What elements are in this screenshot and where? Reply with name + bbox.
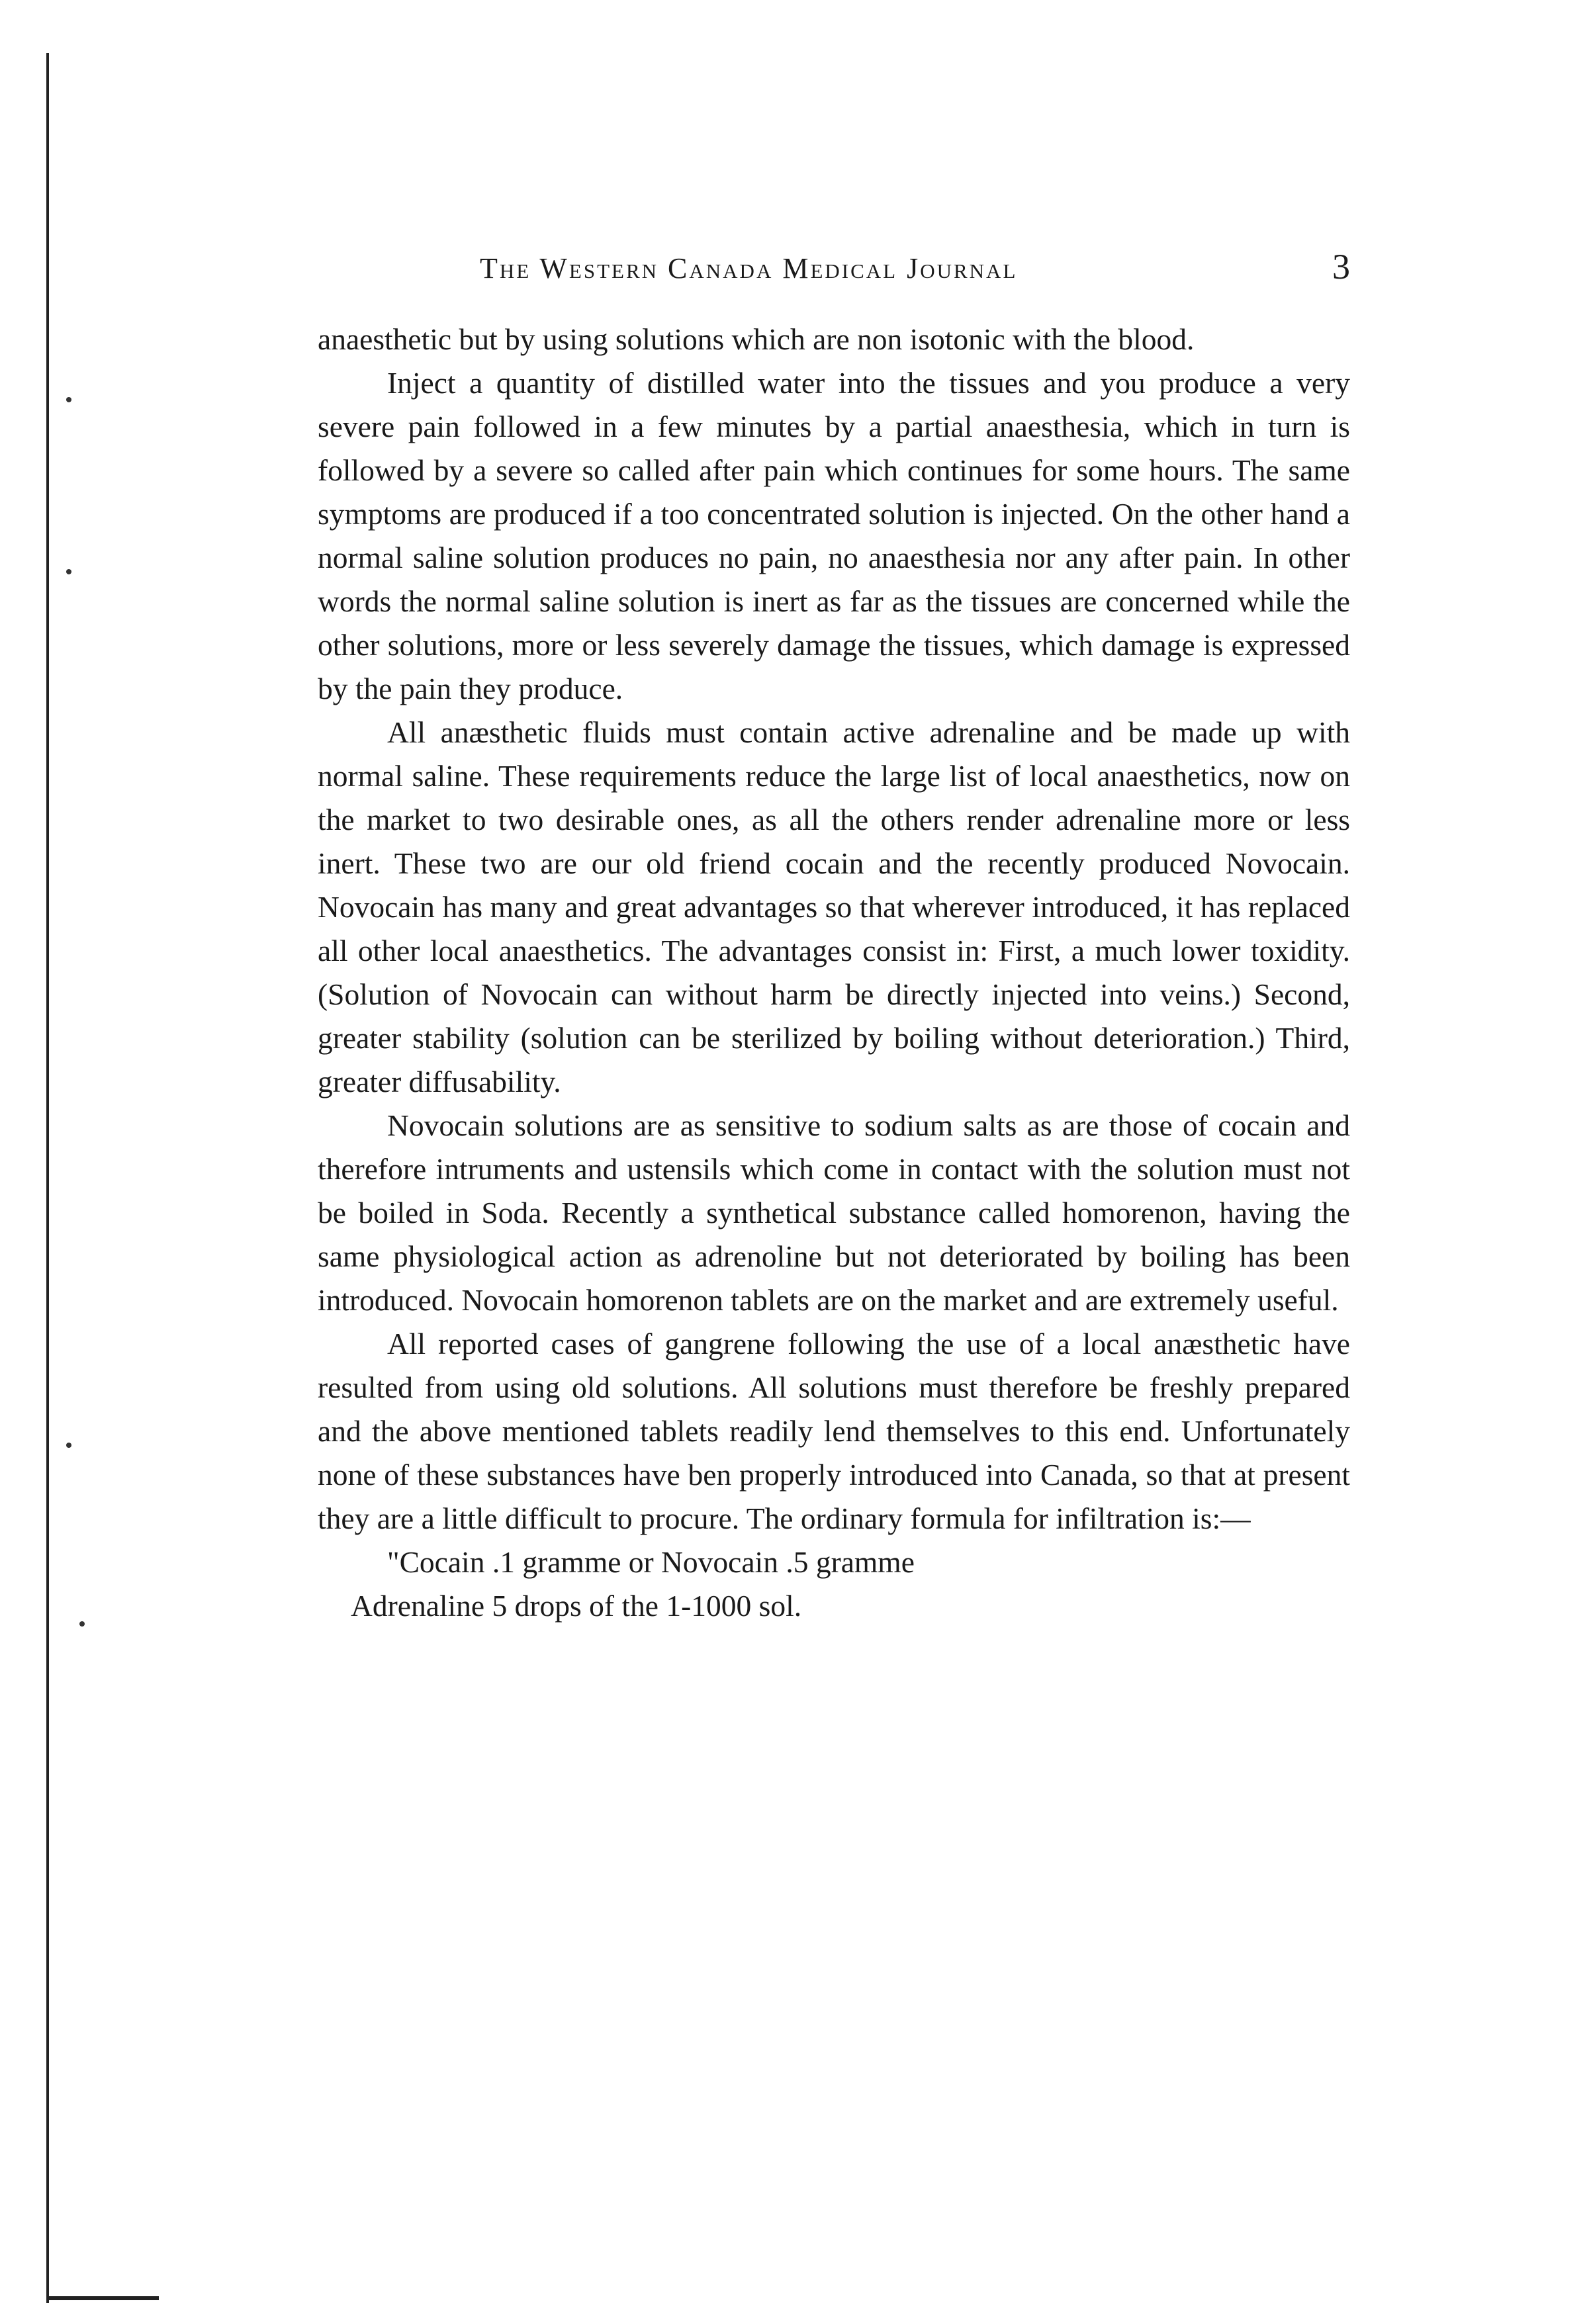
running-head <box>318 247 1350 291</box>
formula-line: Adrenaline 5 drops of the 1-1000 sol. <box>351 1589 802 1623</box>
page-number: 3 <box>1332 247 1350 287</box>
journal-title: The Western Canada Medical Journal <box>480 252 1018 285</box>
paragraph: Inject a quantity of distilled water into the tissues and you produce a very severe pain followed in a few minutes by a partial anaesthesia, which in turn is followed by a severe so called after pain which continues for some hours. The same symptoms are produced if a too concentrated solution is injected. On the other hand a normal saline solution produces no pain, no anaesthesia nor any after pain. In other words the normal saline solution is inert as far as the tissues are concerned while the other solutions, more or less severely damage the tissues, which damage is expressed by the pain they produce. <box>318 366 1350 705</box>
margin-speck <box>79 1621 85 1627</box>
infiltration-formula <box>318 1541 1350 1628</box>
paragraph-continuation: anaesthetic but by using solutions which are non isotonic with the blood. <box>318 322 1195 356</box>
journal-page <box>318 247 1350 1628</box>
margin-speck <box>66 397 71 402</box>
formula-line: "Cocain .1 gramme or Novocain .5 gramme <box>387 1545 915 1579</box>
paragraph: All anæsthetic fluids must contain active adrenaline and be made up with normal saline. These requirements reduce the large list of local anaesthetics, now on the market to two desirable ones, as all the others render adrenaline more or less inert. These two are our old friend cocain and the recently produced Novocain. Novocain has many and great advantages so that wherever introduced, it has replaced all other local anaesthetics. The advantages consist in: First, a much lower toxidity. (Solution of Novocain can without harm be directly injected into veins.) Second, greater stability (solution can be sterilized by boiling without deterioration.) Third, greater diffusability. <box>318 715 1350 1098</box>
paragraph: Novocain solutions are as sensitive to sodium salts as are those of cocain and therefore intruments and ustensils which come in contact with the solution must not be boiled in Soda. Recently a synthetical substance called homorenon, having the same physiological action as adrenoline but not deteriorated by boiling has been introduced. Novocain homorenon tablets are on the market and are extremely useful. <box>318 1108 1350 1317</box>
binding-edge <box>46 53 49 2303</box>
binding-edge-foot <box>46 2296 159 2300</box>
margin-speck <box>66 569 71 574</box>
paragraph: All reported cases of gangrene following the use of a local anæsthetic have resulted from using old solutions. All solutions must therefore be freshly prepared and the above mentioned tablets readily lend themselves to this end. Unfortunately none of these substances have ben properly introduced into Canada, so that at present they are a little difficult to procure. The ordinary formula for infiltration is:— <box>318 1327 1350 1535</box>
article-body <box>318 318 1350 1628</box>
margin-speck <box>66 1443 71 1448</box>
